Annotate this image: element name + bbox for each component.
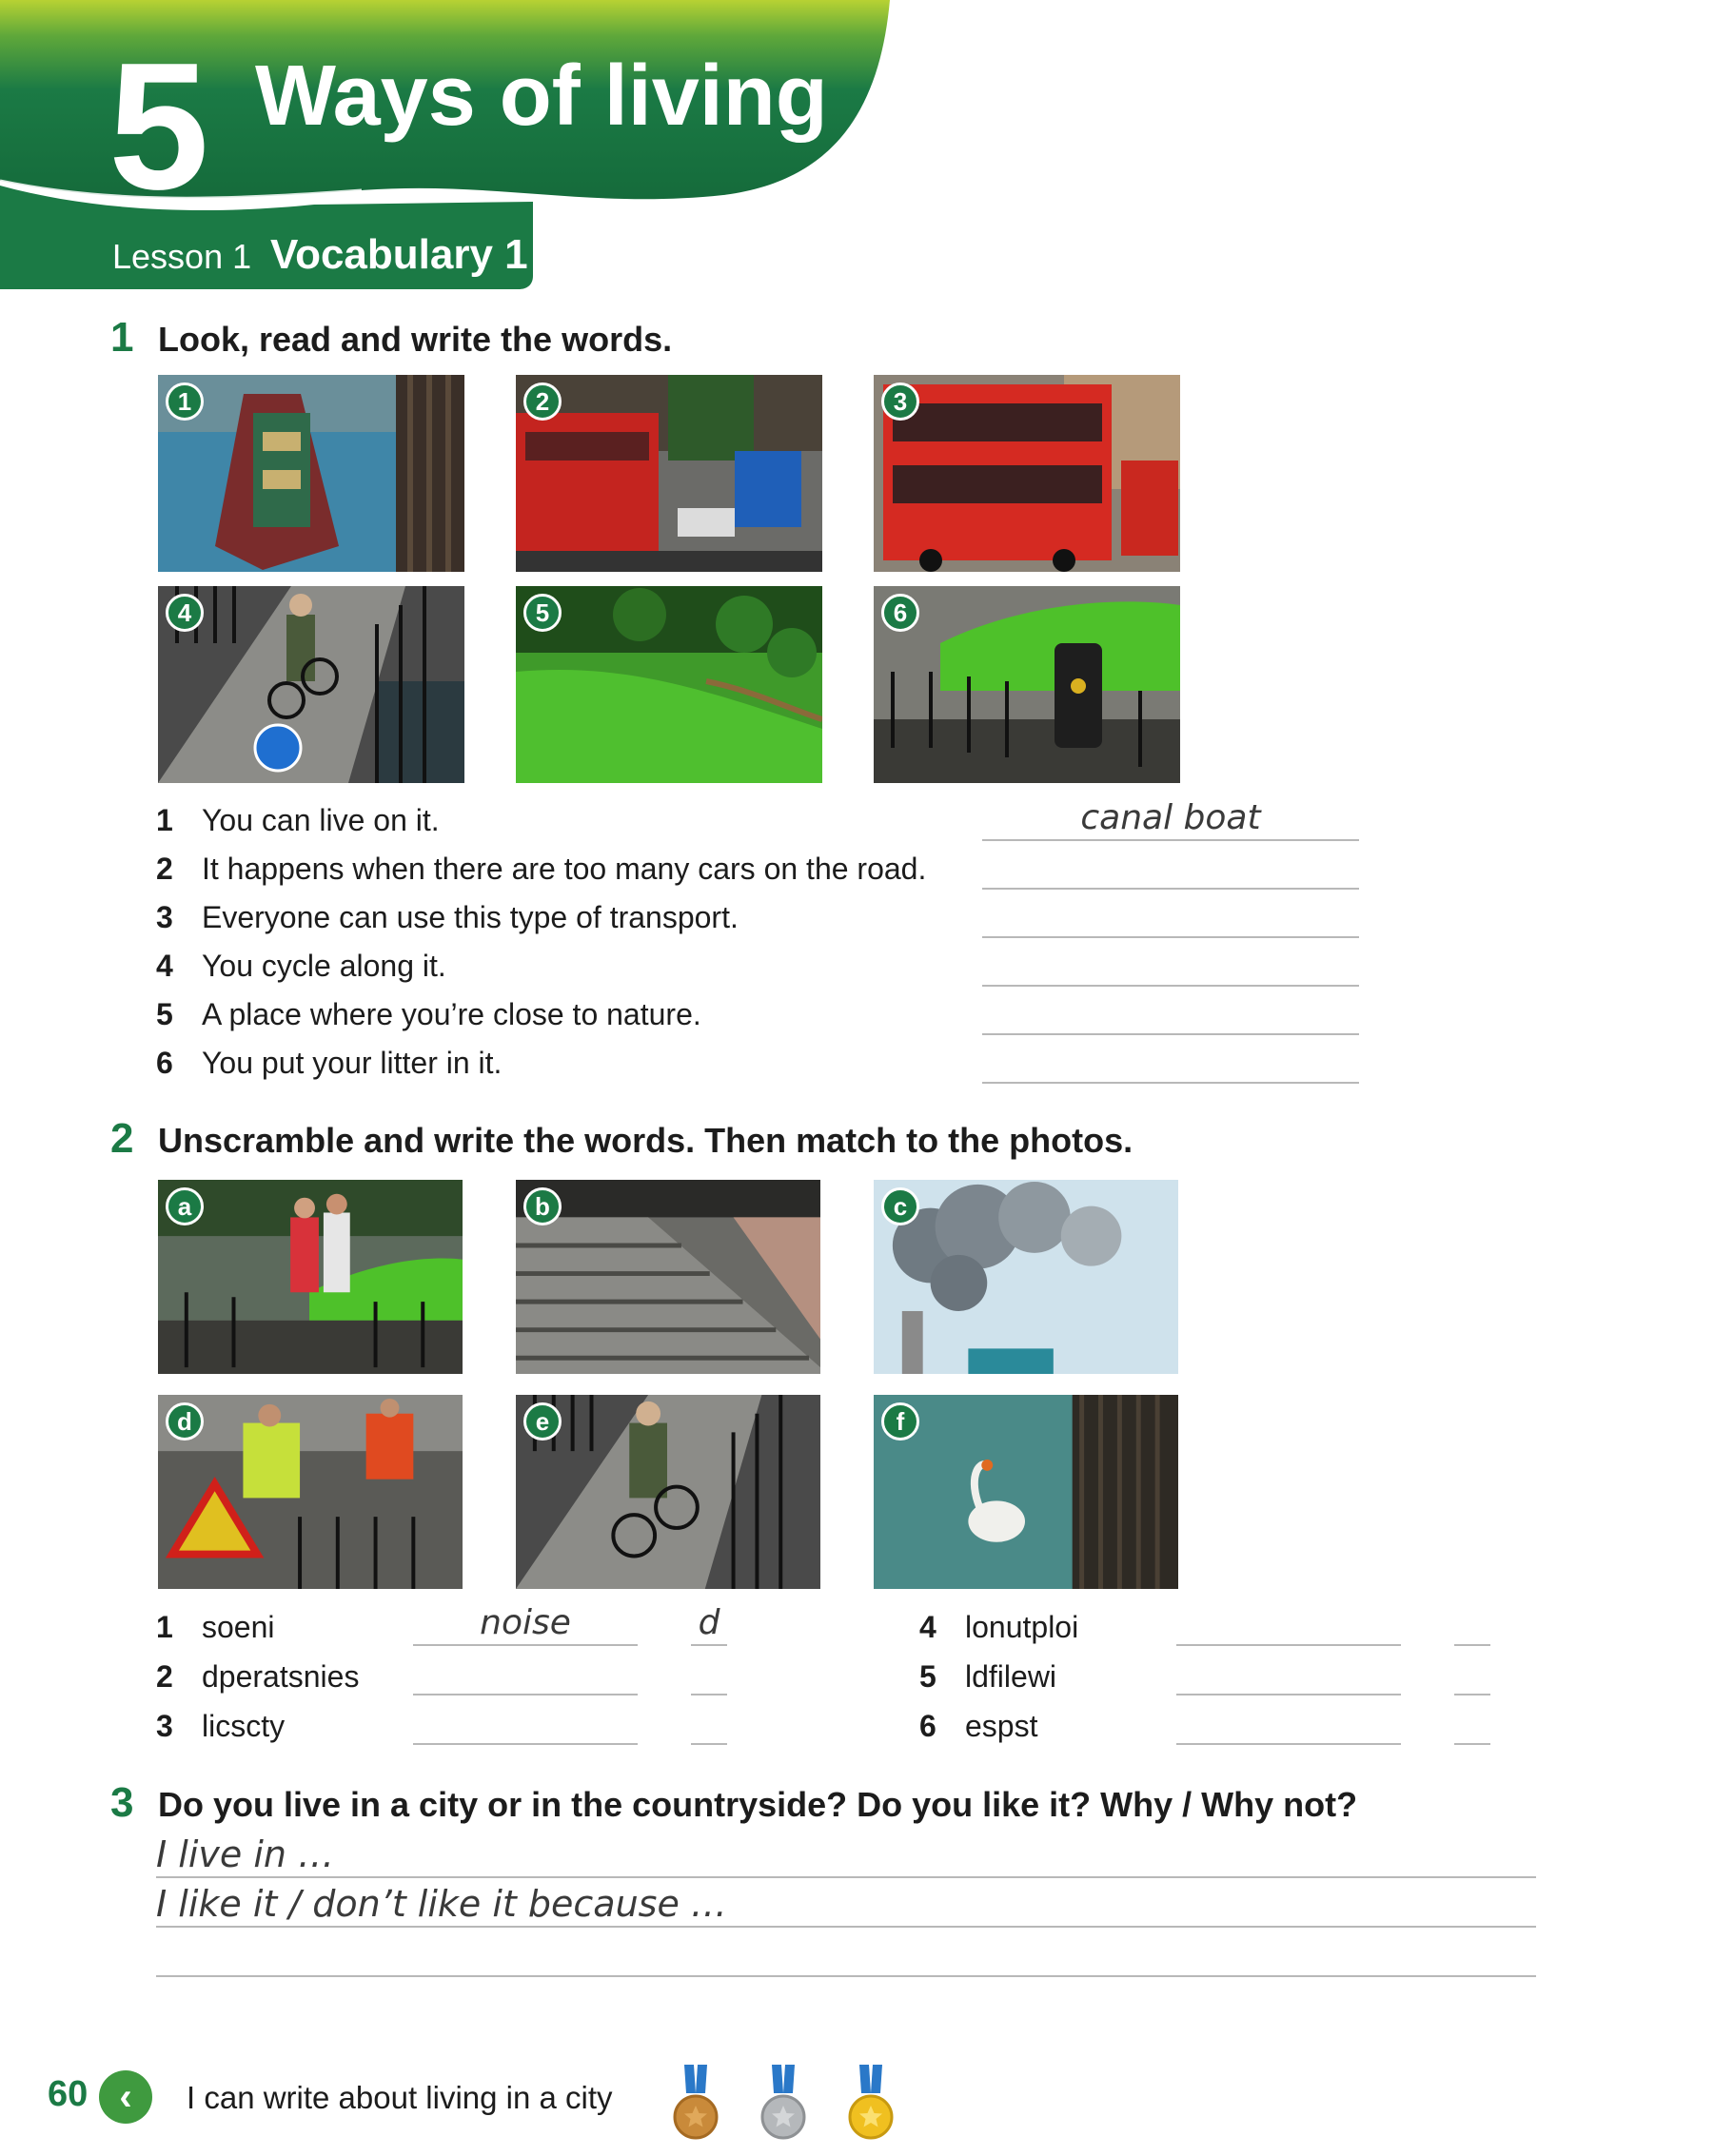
item-number: 3 [156,900,173,934]
list-item [156,797,1365,845]
photo-bus [874,375,1180,572]
answer-field[interactable] [982,848,1359,890]
photo-letter-field[interactable] [1454,1703,1490,1745]
photo-wildlife [874,1395,1178,1589]
writing-line[interactable]: I live in … [156,1831,1536,1878]
photo-letter-field[interactable]: d [691,1604,727,1646]
list-item [156,846,1365,893]
photo-cycle-path [158,586,464,783]
exercise-instruction: Look, read and write the words. [158,320,673,359]
answer-field[interactable] [413,1703,638,1745]
photo-label: 4 [166,594,204,632]
item-number: 4 [156,949,173,983]
photo-label: 3 [881,382,919,421]
photo-label: b [523,1187,562,1225]
writing-line[interactable] [156,1930,1536,1977]
chevron-left-icon[interactable]: ‹ [99,2070,152,2124]
photo-letter-field[interactable] [1454,1654,1490,1695]
item-number: 5 [156,997,173,1031]
photo-label: e [523,1402,562,1441]
photo-green-space [516,586,822,783]
exercise-2-heading [110,1115,1133,1163]
list-item [919,1654,1509,1701]
item-text: You put your litter in it. [202,1046,503,1080]
bronze-medal-icon[interactable] [672,2065,720,2141]
answer-field[interactable]: noise [413,1604,638,1646]
answer-field[interactable] [982,993,1359,1035]
photo-steps [516,1180,820,1374]
photo-letter-field[interactable] [691,1654,727,1695]
lesson-label: Lesson 1 [112,237,252,276]
item-text: It happens when there are too many cars on the road. [202,852,927,886]
answer-field[interactable] [1176,1703,1401,1745]
list-item [156,991,1365,1039]
scrambled-word: lonutploi [965,1610,1079,1644]
item-number: 4 [919,1610,936,1644]
exercise-instruction: Do you live in a city or in the countryside? Do you like it? Why / Why not? [158,1785,1358,1824]
list-item [156,943,1365,990]
list-item [156,894,1365,942]
photo-roadworks [158,1395,463,1589]
item-number: 2 [156,852,173,886]
photo-label: 2 [523,382,562,421]
exercise-number: 2 [110,1115,134,1162]
gold-medal-icon[interactable] [847,2065,895,2141]
photo-traffic-jam [516,375,822,572]
item-text: Everyone can use this type of transport. [202,900,739,934]
item-text: You cycle along it. [202,949,446,983]
lesson-title: Vocabulary 1 [270,231,528,278]
list-item [919,1703,1509,1751]
photo-label: f [881,1402,919,1441]
exercise-number: 1 [110,314,134,361]
photo-label: a [166,1187,204,1225]
unit-title: Ways of living [255,49,828,144]
item-number: 6 [919,1709,936,1743]
unit-number: 5 [108,26,206,227]
item-number: 1 [156,803,173,837]
photo-pollution [874,1180,1178,1374]
item-number: 2 [156,1659,173,1694]
scrambled-word: soeni [202,1610,275,1644]
photo-litter-bin [874,586,1180,783]
item-number: 1 [156,1610,173,1644]
photo-letter-field[interactable] [691,1703,727,1745]
answer-field[interactable] [982,1042,1359,1084]
answer-field[interactable] [413,1654,638,1695]
photo-letter-field[interactable] [1454,1604,1490,1646]
photo-label: 1 [166,382,204,421]
list-item [156,1654,746,1701]
silver-medal-icon[interactable] [759,2065,807,2141]
answer-field[interactable] [982,945,1359,987]
photo-label: d [166,1402,204,1441]
item-text: You can live on it. [202,803,440,837]
item-number: 6 [156,1046,173,1080]
photo-label: 5 [523,594,562,632]
page-number: 60 [48,2074,89,2114]
exercise-number: 3 [110,1779,134,1826]
list-item [156,1040,1365,1088]
photo-label: 6 [881,594,919,632]
item-number: 5 [919,1659,936,1694]
answer-field[interactable] [982,896,1359,938]
photo-label: c [881,1187,919,1225]
item-text: A place where you’re close to nature. [202,997,701,1031]
answer-field[interactable] [1176,1604,1401,1646]
photo-cyclist [516,1395,820,1589]
list-item [919,1604,1509,1652]
exercise-3-heading [110,1779,1357,1827]
scrambled-word: espst [965,1709,1038,1743]
scrambled-word: dperatsnies [202,1659,360,1694]
scrambled-word: ldfilewi [965,1659,1057,1694]
can-do-statement: I can write about living in a city [187,2080,613,2115]
list-item [156,1604,746,1652]
scrambled-word: licscty [202,1709,286,1743]
exercise-instruction: Unscramble and write the words. Then match to the photos. [158,1121,1133,1160]
writing-line[interactable]: I like it / don’t like it because … [156,1880,1536,1928]
unit-header-banner [0,0,1715,295]
answer-field[interactable]: canal boat [982,799,1359,841]
item-number: 3 [156,1709,173,1743]
answer-field[interactable] [1176,1654,1401,1695]
exercise-1-heading [110,314,672,362]
list-item [156,1703,746,1751]
photo-pedestrians [158,1180,463,1374]
photo-canal-boat [158,375,464,572]
